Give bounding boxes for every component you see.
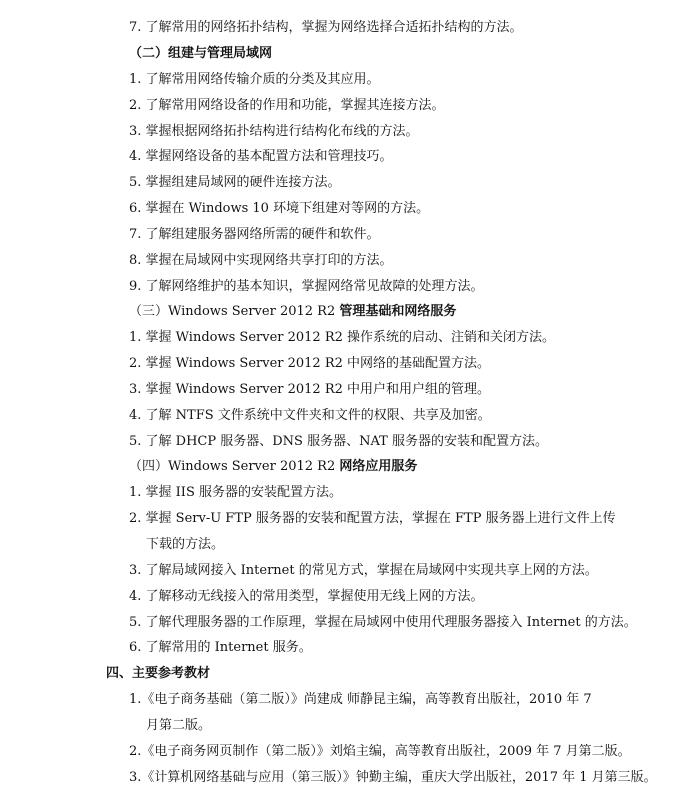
section-heading-prefix: （四）Windows Server 2012 R2 [129,459,340,474]
section-heading [129,303,456,321]
section-heading: （二）组建与管理局域网 [129,46,273,61]
list-item: 3. 掌握根据网络拓扑结构进行结构化布线的方法。 [129,124,419,139]
section-heading [129,458,417,476]
list-item: 7. 了解组建服务器网络所需的硬件和软件。 [129,227,380,242]
list-item: 8. 掌握在局域网中实现网络共享打印的方法。 [129,253,393,268]
list-item: 1. 了解常用网络传输介质的分类及其应用。 [129,72,380,87]
reference-item: 2.《电子商务网页制作（第二版）》刘焰主编，高等教育出版社，2009 年 7 月第二版。 [129,744,631,759]
list-item: 5. 掌握组建局域网的硬件连接方法。 [129,175,341,190]
list-item: 4. 了解 NTFS 文件系统中文件夹和文件的权限、共享及加密。 [129,408,491,423]
list-item: 5. 了解 DHCP 服务器、DNS 服务器、NAT 服务器的安装和配置方法。 [129,434,548,449]
list-item: 4. 了解移动无线接入的常用类型，掌握使用无线上网的方法。 [129,589,484,604]
list-item: 4. 掌握网络设备的基本配置方法和管理技巧。 [129,149,393,164]
reference-item-continuation: 月第二版。 [146,718,212,733]
section-heading-prefix: （三）Windows Server 2012 R2 [129,304,340,319]
reference-item: 1.《电子商务基础（第二版）》尚建成 师静昆主编，高等教育出版社，2010 年 7 [129,692,592,707]
list-item-continuation: 下载的方法。 [146,537,225,552]
list-item: 9. 了解网络维护的基本知识，掌握网络常见故障的处理方法。 [129,279,484,294]
list-item: 1. 掌握 IIS 服务器的安装配置方法。 [129,485,342,500]
list-item: 2. 掌握 Serv-U FTP 服务器的安装和配置方法，掌握在 FTP 服务器上进行文件上传 [129,511,616,526]
list-item: 3. 了解局域网接入 Internet 的常见方式，掌握在局域网中实现共享上网的方法。 [129,563,598,578]
list-item: 6. 掌握在 Windows 10 环境下组建对等网的方法。 [129,201,430,216]
reference-item: 3.《计算机网络基础与应用（第三版）》钟勤主编，重庆大学出版社，2017 年 1 月第三版。 [129,770,657,785]
list-item: 2. 了解常用网络设备的作用和功能，掌握其连接方法。 [129,98,445,113]
list-item: 1. 掌握 Windows Server 2012 R2 操作系统的启动、注销和关闭方法。 [129,330,556,345]
list-item: 6. 了解常用的 Internet 服务。 [129,640,312,655]
list-item: 2. 掌握 Windows Server 2012 R2 中网络的基础配置方法。 [129,356,491,371]
chapter-heading: 四、主要参考教材 [106,666,211,681]
section-heading-title: 管理基础和网络服务 [339,304,457,319]
list-item: 5. 了解代理服务器的工作原理，掌握在局域网中使用代理服务器接入 Internet 的方法。 [129,615,637,630]
list-item: 3. 掌握 Windows Server 2012 R2 中用户和用户组的管理。 [129,382,491,397]
section-heading-title: 网络应用服务 [339,459,418,474]
list-item: 7. 了解常用的网络拓扑结构，掌握为网络选择合适拓扑结构的方法。 [129,20,523,35]
